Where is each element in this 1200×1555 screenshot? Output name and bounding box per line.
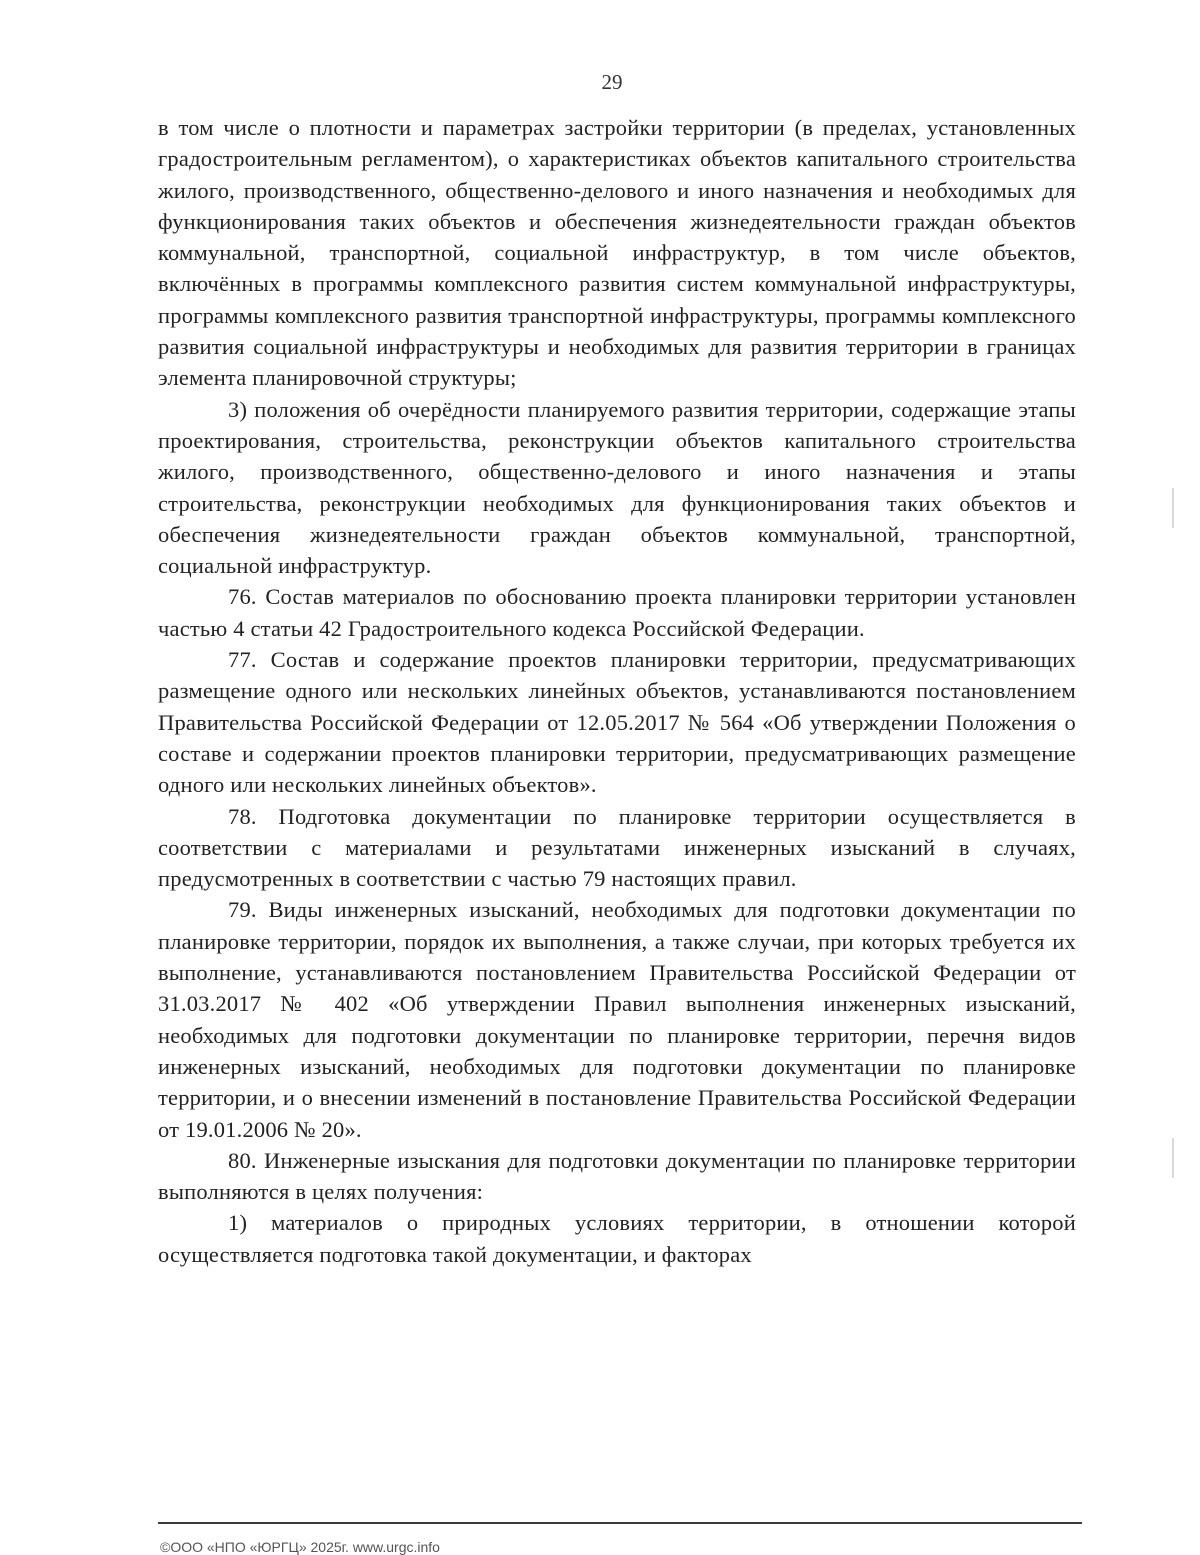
- paragraph-item-1: 1) материалов о природных условиях территории, в отношении которой осуществляется подготовка такой документации, и факторах: [158, 1210, 1076, 1267]
- paragraph-77: 77. Состав и содержание проектов планировки территории, предусматривающих размещение одного или нескольких линейных объектов, устанавливаются постановлением Правительства Российской Федерации от 12.05.2017 № 564 «Об утверждении Положения о составе и содержании проектов планировки территории, предусматривающих размещение одного или нескольких линейных объектов».: [158, 647, 1076, 798]
- footer-divider: [158, 1522, 1082, 1524]
- paragraph-79: 79. Виды инженерных изысканий, необходимых для подготовки документации по планировке территории, порядок их выполнения, а также случаи, при которых требуется их выполнение, устанавливаются постановлением Правительства Российской Федерации от 31.03.2017 № 402 «Об утверждении Правил выполнения инженерных изысканий, необходимых для подготовки документации по планировке территории, перечня видов инженерных изысканий, необходимых для подготовки документации по планировке территории, и о внесении изменений в постановление Правительства Российской Федерации от 19.01.2006 № 20».: [158, 897, 1076, 1142]
- page-number: 29: [601, 70, 623, 94]
- paragraph-continuation: в том числе о плотности и параметрах застройки территории (в пределах, установленных градостроительным регламентом), о характеристиках объектов капитального строительства жилого, производственного, общественно-делового и иного назначения и необходимых для функционирования таких объектов и обеспечения жизнедеятельности граждан объектов коммунальной, транспортной, социальной инфраструктур, в том числе объектов, включённых в программы комплексного развития систем коммунальной инфраструктуры, программы комплексного развития транспортной инфраструктуры, программы комплексного развития социальной инфраструктуры и необходимых для развития территории в границах элемента планировочной структуры;: [158, 115, 1076, 391]
- paragraph-80: 80. Инженерные изыскания для подготовки документации по планировке территории выполняются в целях получения:: [158, 1147, 1076, 1205]
- scan-margin-mark: [1172, 488, 1174, 528]
- footer-copyright: ©ООО «НПО «ЮРГЦ» 2025г. www.urgc.info: [160, 1539, 440, 1555]
- paragraph-item-3: 3) положения об очерёдности планируемого развития территории, содержащие этапы проектирования, строительства, реконструкции объектов капитального строительства жилого, производственного, общественно-делового и иного назначения и этапы строительства, реконструкции необходимых для функционирования таких объектов и обеспечения жизнедеятельности граждан объектов коммунальной, транспортной, социальной инфраструктур.: [158, 396, 1076, 579]
- document-body: [158, 112, 1076, 1270]
- paragraph-78: 78. Подготовка документации по планировке территории осуществляется в соответствии с материалами и результатами инженерных изысканий в случаях, предусмотренных в соответствии с частью 79 настоящих правил.: [158, 803, 1076, 892]
- paragraph-76: 76. Состав материалов по обоснованию проекта планировки территории установлен частью 4 статьи 42 Градостроительного кодекса Российской Федерации.: [158, 584, 1076, 641]
- scan-margin-mark: [1172, 1138, 1174, 1178]
